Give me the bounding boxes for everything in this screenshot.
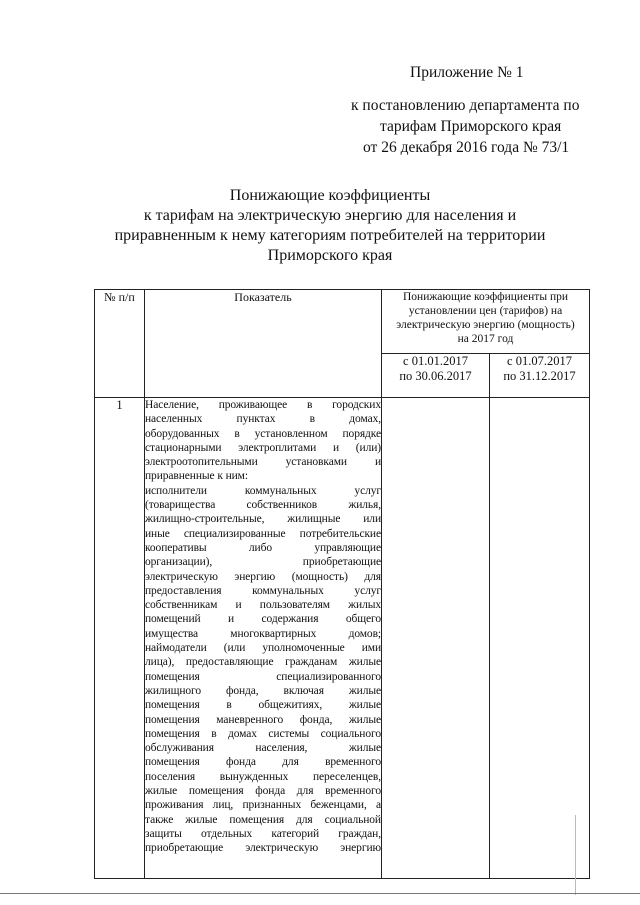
row-value-second-half	[490, 398, 590, 879]
table-row	[95, 398, 590, 879]
row-value-first-half	[382, 398, 490, 879]
indicator-text-line: лица), предоставляющие гражданам жилые	[145, 656, 381, 669]
indicator-text-line: приобретающие электрическую энергию	[145, 842, 381, 855]
indicator-text-line: предоставления коммунальных услуг	[145, 584, 381, 597]
indicator-text-line: Население, проживающее в городских	[145, 399, 381, 411]
indicator-text-line: иные специализированные потребительские	[145, 527, 381, 540]
title-line-4: Приморского края	[267, 247, 393, 264]
indicator-text-line: помещения специализированного	[145, 670, 381, 683]
document-title	[80, 186, 580, 266]
title-line-3: приравненным к нему категориям потребителей на территории	[114, 227, 546, 244]
indicator-text-line: электрическую энергию (мощность) для	[145, 570, 381, 583]
appendix-number: Приложение № 1	[410, 64, 524, 81]
header-coefficients-line: Понижающие коэффициенты при	[403, 291, 568, 303]
indicator-text-line: оборудованных в установленном порядке	[145, 427, 381, 440]
title-line-2: к тарифам на электрическую энергию для населения и	[143, 207, 517, 224]
indicator-text-line: исполнители коммунальных услуг	[145, 484, 381, 497]
indicator-text-line: (товарищества собственников жилья,	[145, 499, 381, 512]
indicator-text-line: наймодатели (или уполномоченные ими	[145, 642, 381, 655]
indicator-text-line: помещения маневренного фонда, жилые	[145, 713, 381, 726]
indicator-text-line: электроотопительными установками и	[145, 456, 381, 469]
indicator-text-line: кооперативы либо управляющие	[145, 541, 381, 554]
indicator-text-line: помещения фонда для временного	[145, 756, 381, 769]
header-coefficients	[382, 290, 590, 354]
coefficients-table	[94, 289, 590, 879]
row-number: 1	[95, 398, 145, 879]
indicator-text-line: населенных пунктах в домах,	[145, 413, 381, 426]
period-second-half-from: с 01.07.2017	[507, 354, 572, 368]
indicator-text-line: поселения вынужденных переселенцев,	[145, 770, 381, 783]
header-coefficients-line: на 2017 год	[457, 333, 514, 345]
header-number: № п/п	[95, 290, 145, 398]
margin-mark	[575, 815, 576, 895]
table-header-row	[95, 290, 590, 354]
row-indicator-text	[145, 398, 382, 879]
indicator-text-line: проживания лиц, признанных беженцами, а	[145, 799, 381, 812]
indicator-text-line: обслуживания населения, жилые	[145, 742, 381, 755]
indicator-text-line: имущества многоквартирных домов;	[145, 627, 381, 640]
page-bottom-line	[0, 893, 640, 894]
indicator-text-line: помещения в домах системы социального	[145, 727, 381, 740]
resolution-line-3: от 26 декабря 2016 года № 73/1	[363, 139, 570, 156]
period-first-half-to: по 30.06.2017	[399, 369, 472, 383]
indicator-text-line: защиты отдельных категорий граждан,	[145, 827, 381, 840]
indicator-text-line: жилищного фонда, включая жилые	[145, 684, 381, 697]
header-indicator: Показатель	[145, 290, 382, 398]
period-second-half-to: по 31.12.2017	[503, 369, 576, 383]
indicator-text-line: собственникам и пользователям жилых	[145, 599, 381, 612]
indicator-text-line: помещения в общежитиях, жилые	[145, 699, 381, 712]
indicator-text-line: организации), приобретающие	[145, 556, 381, 569]
period-first-half	[382, 354, 490, 398]
indicator-text-line: жилищно-строительные, жилищные или	[145, 513, 381, 526]
resolution-line-2: тарифам Приморского края	[380, 118, 562, 135]
indicator-text-line: жилые помещения фонда для временного	[145, 785, 381, 798]
header-coefficients-line: электрическую энергию (мощность)	[396, 319, 575, 331]
period-second-half	[490, 354, 590, 398]
indicator-text-line: помещений и содержания общего	[145, 613, 381, 626]
header-coefficients-line: установлении цен (тарифов) на	[408, 305, 563, 317]
title-line-1: Понижающие коэффициенты	[229, 187, 431, 204]
indicator-text-line: стационарными электроплитами и (или)	[145, 441, 381, 454]
indicator-text-line: также жилые помещения для социальной	[145, 813, 381, 826]
resolution-line-1: к постановлению департамента по	[351, 97, 580, 114]
period-first-half-from: с 01.01.2017	[403, 354, 468, 368]
indicator-text-line: приравненные к ним:	[145, 470, 248, 483]
